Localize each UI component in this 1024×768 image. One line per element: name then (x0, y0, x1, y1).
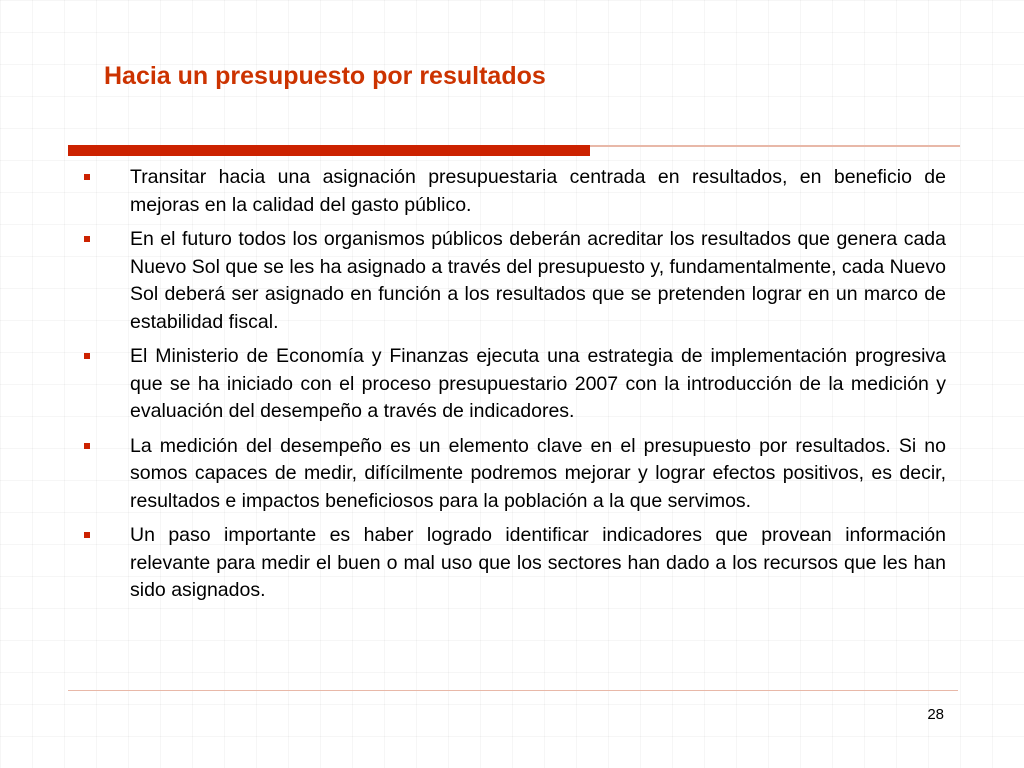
list-item (80, 433, 946, 516)
square-bullet-icon (80, 226, 130, 254)
footer-divider (68, 690, 958, 691)
title-underline-thick (68, 145, 590, 156)
list-item (80, 522, 946, 605)
bullet-text: El Ministerio de Economía y Finanzas ejecuta una estrategia de implementación progresiva que se ha iniciado con el proceso presupuestario 2007 con la introducción de la medición y evaluación del desempeño a través de indicadores. (130, 345, 946, 422)
square-bullet-icon (80, 343, 130, 371)
list-item (80, 226, 946, 336)
slide-title: Hacia un presupuesto por resultados (104, 62, 546, 90)
bullet-list (80, 164, 946, 612)
square-bullet-icon (80, 522, 130, 550)
bullet-text: Un paso importante es haber logrado identificar indicadores que provean información relevante para medir el buen o mal uso que los sectores han dado a los recursos que les han sido asignados. (130, 524, 946, 601)
bullet-text: Transitar hacia una asignación presupuestaria centrada en resultados, en beneficio de mejoras en la calidad del gasto público. (130, 166, 946, 216)
bullet-text: En el futuro todos los organismos públicos deberán acreditar los resultados que genera cada Nuevo Sol que se les ha asignado a través del presupuesto y, fundamentalmente, cada Nuevo Sol deberá ser asignado en función a los resultados que se pretenden lograr en un marco de estabilidad fiscal. (130, 228, 946, 333)
title-underline-thin (590, 145, 960, 147)
list-item (80, 343, 946, 426)
square-bullet-icon (80, 164, 130, 192)
page-number: 28 (927, 706, 944, 723)
square-bullet-icon (80, 433, 130, 461)
bullet-text: La medición del desempeño es un elemento clave en el presupuesto por resultados. Si no somos capaces de medir, difícilmente podremos mejorar y lograr efectos positivos, es decir, resultados e impactos beneficiosos para la población a la que servimos. (130, 434, 946, 512)
list-item (80, 164, 946, 219)
